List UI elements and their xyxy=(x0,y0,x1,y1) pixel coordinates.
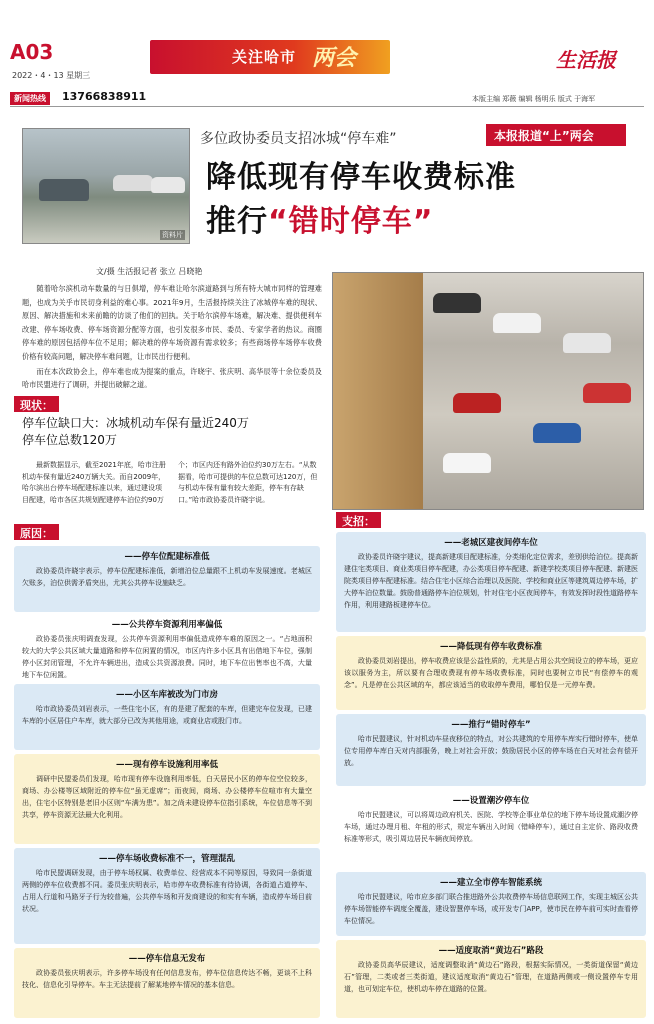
measure-body: 政协委员刘岩提出，停车收费应该是公益性质的，尤其是占用公共空间设立的停车场，更应该以服务为主，所以要有合理收费现有停车场收费标准，同时也要树立市民“有偿停车的观念”。凡是停在公共区域的车，都应该适当的收取停车费用，哪怕仅是一元停车费。 xyxy=(344,657,638,689)
measure-card xyxy=(336,636,646,710)
car-shape xyxy=(583,383,631,403)
page-date: 2022・4・13 星期三 xyxy=(12,71,91,80)
reason-card xyxy=(14,614,320,680)
measure-title: ——降低现有停车收费标准 xyxy=(439,642,542,652)
hotline-number: 13766838911 xyxy=(62,90,147,103)
measure-body: 政协委员许晓宇建议，提高新建项目配建标准，分类细化定位需求，差别供给泊位。提高新建住宅类项目、商业类项目停车配建，办公类项目停车配建、新建学校类项目停车配建、新建医院类项目停车配建标准。结合住宅小区综合治理以及医院、学校和商业区等建筑周边停车场，扩大停车泊位数量。鼓励普通路停车泊位规划，针对住宅小区夜间停车，有效发挥时段性道路停车作用，利用建路板建停车位。 xyxy=(344,553,638,609)
measure-body: 哈市民盟建议，可以将周边政府机关、医院、学校等企事业单位的地下停车场设置成潮汐停车场，通过办理月租、年租的形式，规定车辆出入时间（错峰停车），通过自主定价、路段收费标准等形式，吸引周边居民车辆夜间停放。 xyxy=(344,811,638,843)
kicker-headline: 多位政协委员支招冰城“停车难” xyxy=(200,131,397,147)
measure-body: 哈市民盟建议，哈市应多部门联合推进路外公共收费停车场信息联网工作，实现主城区公共停车场智能停车调度全覆盖，建设智慧停车场，或开发专门APP，使市民在停车前可实时查看停车位情况。 xyxy=(344,893,638,925)
reason-title: ——现有停车设施利用率低 xyxy=(115,760,218,770)
measure-body: 政协委员高华辰建议，适度调整取消“黄边石”路段，根据实际情况，一类街道保留“黄边石”管理，二类或者三类街道，建议适度取消“黄边石”管理，在道路两侧或一侧设置停车专用道，也可划定车位，使机动车停在道路的位置。 xyxy=(344,961,638,993)
masthead xyxy=(0,0,654,88)
intro-text xyxy=(22,282,322,393)
measure-card xyxy=(336,790,646,868)
reason-card xyxy=(14,684,320,750)
reasons-section-title: 原因： xyxy=(14,524,59,540)
reason-body: 哈市民盟调研发现，由于停车场权属、收费单位、经营成本不同等原因，导致同一条街道两侧的停车位收费都不同。委员张庆明表示，哈市停车收费标准有待协调，各街道占道停车、占用人行道和马路牙子行为较普遍，公共停车场和开发商建设的和实有车辆，造成停车场目前状况。 xyxy=(22,869,312,913)
editor-credits: 本版主编 郑薇 编辑 杨明乐 版式 于海军 xyxy=(472,95,596,103)
byline: 文/摄 生活报记者 张立 吕晓艳 xyxy=(96,267,203,276)
page-number: A03 xyxy=(10,40,54,64)
reason-body: 哈市政协委员刘岩表示，一些住宅小区，有的是建了配套的车库，但建完车位发现，已建车库的小区居住户车库，就大部分已改为其他用途，或商业店或股门市。 xyxy=(22,705,312,725)
car-shape xyxy=(433,293,481,313)
banner-emphasis: 两会 xyxy=(312,46,357,71)
reason-body: 调研中民盟委员们发现，哈市现有停车设施利用率低，白天居民小区的停车位空位较多，商场、办公楼等区域附近的停车位“虽无虚席”；而夜间，商场、办公楼停车位喧市有大量空出，住宅小区特别是老旧小区则“车满为患”。加之尚未建设停车位指引系统，车位信息等不到共享，停车资源无法最大化利用。 xyxy=(22,775,312,819)
headline-emphasis: “错时停车” xyxy=(268,204,434,239)
section-banner xyxy=(150,40,390,74)
car-shape xyxy=(443,453,491,473)
measures-section-title: 支招： xyxy=(336,512,381,528)
reason-title: ——停车信息无发布 xyxy=(128,954,206,964)
car-shape xyxy=(39,179,89,201)
parking-lot-photo xyxy=(332,272,644,510)
car-shape xyxy=(533,423,581,443)
reason-title: ——停车位配建标准低 xyxy=(124,552,210,562)
measure-title: ——推行“错时停车” xyxy=(451,720,531,730)
divider xyxy=(10,106,644,107)
car-shape xyxy=(493,313,541,333)
banner-text: 关注哈市 xyxy=(232,48,297,66)
measure-card xyxy=(336,940,646,1018)
status-section-title: 现状： xyxy=(14,396,59,412)
car-shape xyxy=(453,393,501,413)
main-headline-line2 xyxy=(206,196,433,240)
reason-card xyxy=(14,546,320,612)
measure-body: 哈市民盟建议，针对机动车昼夜移位的特点，对公共建筑的专用停车库实行错时停车，使单位专用停车库白天对内部服务，晚上对社会开放；鼓励居民小区的停车场在白天对社会有偿开放。 xyxy=(344,735,638,767)
intro-paragraph: 随着哈尔滨机动车数量的与日俱增，停车难让哈尔滨道路到与所有特大城市同样的管理难题，也成为关乎市民切身利益的难心事。2021年9月，生活报持续关注了冰城停车难的现状、原因、解决措施和未来前瞻的访谈了他们的回执。关于哈尔滨停车场难，解决难、提供便利车改建、停车场收费、停车场资源分配等方面，也引发很多市民、委员、专家学者的热议。商圈停车难的原因包括停车位不足用；解决难的停车场资源有需求较多；有些商场停车场停车收费价格有较高问题，解决停车难问题，让市民出行便利。 xyxy=(22,284,322,361)
reason-body: 政协委员张庆明表示，许多停车场没有任何信息发布，停车位信息传达不畅，更谈不上科技化、信息化引导停车。车主无法提前了解某地停车情况的基本信息。 xyxy=(22,969,312,989)
measure-card xyxy=(336,714,646,786)
reason-title: ——停车场收费标准不一，管理混乱 xyxy=(98,854,235,864)
reason-body: 政协委员许晓宇表示，停车位配建标准低，新增泊位总量跟不上机动车发展速度。老城区欠账多，泊位供需矛盾突出，尤其公共停车设施缺乏。 xyxy=(22,567,312,587)
intro-paragraph: 而在本次政协会上，停车难也成为提案的重点，许晓宇、张庆明、高华辰等十余位委员及哈市民盟进行了调研，并提出破解之道。 xyxy=(22,366,322,390)
main-headline-line1: 降低现有停车收费标准 xyxy=(206,160,516,195)
status-body: 最新数据显示，截至2021年底，哈市注册机动车保有量近240万辆大关。而自2009年，哈尔滨出台停车场配建标准以来，通过建设项目配建，哈市各区共规划配建停车泊位约90万个；市区内还有路外泊位约30万左右。“从数据看，哈市可提供的车位总数可达120万，但与机动车保有量有较大差距，停车有存缺口。”哈市政协委员许晓宇说。 xyxy=(22,461,318,504)
report-badge: 本报报道“上”两会 xyxy=(486,124,626,146)
headline-prefix: 推行 xyxy=(206,204,268,239)
car-shape xyxy=(151,177,185,193)
newspaper-logo: 生活报 xyxy=(556,48,616,72)
photo-caption: 资料片 xyxy=(162,231,183,239)
street-parking-photo xyxy=(22,128,190,244)
reason-title: ——公共停车资源利用率偏低 xyxy=(111,620,223,630)
reason-card xyxy=(14,948,320,1018)
reason-card xyxy=(14,754,320,844)
measure-title: ——适度取消“黄边石”路段 xyxy=(438,946,544,956)
status-subheading-1: 停车位缺口大：冰城机动车保有量近240万 xyxy=(22,416,249,430)
building-shape xyxy=(333,273,423,510)
hotline-label: 新闻热线 xyxy=(10,92,50,105)
car-shape xyxy=(113,175,153,191)
car-shape xyxy=(563,333,611,353)
reason-body: 政协委员张庆明调查发现，公共停车资源利用率偏低造成停车难的原因之一。“占地面积较大的大学公共区域大量道路和停车位闲置的情况，市区内许多小区具有出借地下车位，强制停小区封闭管理，不允许车辆进出，造成公共资源浪费。同时，地下车位出售率也不高，大量地下车位闲置。 xyxy=(22,635,312,679)
measure-title: ——老城区建夜间停车位 xyxy=(444,538,538,548)
measure-card xyxy=(336,872,646,936)
measure-title: ——设置潮汐停车位 xyxy=(452,796,530,806)
status-subheading-2: 停车位总数120万 xyxy=(22,433,117,447)
measure-title: ——建立全市停车智能系统 xyxy=(439,878,542,888)
reason-card xyxy=(14,848,320,944)
reason-title: ——小区车库被改为门市房 xyxy=(115,690,218,700)
measure-card xyxy=(336,532,646,632)
